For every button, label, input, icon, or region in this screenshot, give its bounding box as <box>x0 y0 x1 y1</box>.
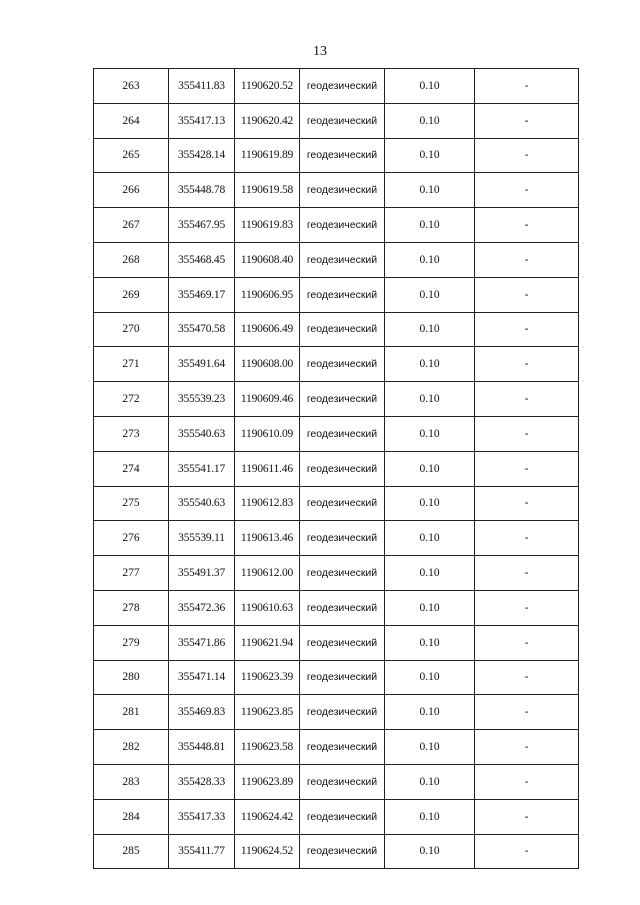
table-row <box>94 695 579 730</box>
method-cell: геодезический <box>300 208 385 243</box>
note-cell: - <box>475 486 579 521</box>
method-cell: геодезический <box>300 486 385 521</box>
x-coordinate-cell: 355417.13 <box>169 103 235 138</box>
x-coordinate-cell: 355541.17 <box>169 451 235 486</box>
x-coordinate-cell: 355428.33 <box>169 764 235 799</box>
y-coordinate-cell: 1190613.46 <box>235 521 300 556</box>
point-number-cell: 265 <box>94 138 169 173</box>
y-coordinate-cell: 1190620.52 <box>235 69 300 104</box>
method-cell: геодезический <box>300 590 385 625</box>
x-coordinate-cell: 355448.81 <box>169 730 235 765</box>
note-cell: - <box>475 695 579 730</box>
y-coordinate-cell: 1190609.46 <box>235 382 300 417</box>
point-number-cell: 269 <box>94 277 169 312</box>
accuracy-cell: 0.10 <box>385 625 475 660</box>
accuracy-cell: 0.10 <box>385 764 475 799</box>
y-coordinate-cell: 1190611.46 <box>235 451 300 486</box>
point-number-cell: 280 <box>94 660 169 695</box>
method-cell: геодезический <box>300 695 385 730</box>
note-cell: - <box>475 382 579 417</box>
table-row <box>94 312 579 347</box>
method-cell: геодезический <box>300 521 385 556</box>
note-cell: - <box>475 138 579 173</box>
method-cell: геодезический <box>300 138 385 173</box>
note-cell: - <box>475 103 579 138</box>
accuracy-cell: 0.10 <box>385 799 475 834</box>
y-coordinate-cell: 1190619.58 <box>235 173 300 208</box>
y-coordinate-cell: 1190608.40 <box>235 242 300 277</box>
table-row <box>94 556 579 591</box>
accuracy-cell: 0.10 <box>385 312 475 347</box>
point-number-cell: 267 <box>94 208 169 243</box>
method-cell: геодезический <box>300 347 385 382</box>
note-cell: - <box>475 416 579 451</box>
table-row <box>94 625 579 660</box>
table-row <box>94 382 579 417</box>
x-coordinate-cell: 355470.58 <box>169 312 235 347</box>
page-number: 13 <box>313 44 327 59</box>
x-coordinate-cell: 355491.37 <box>169 556 235 591</box>
point-number-cell: 272 <box>94 382 169 417</box>
x-coordinate-cell: 355417.33 <box>169 799 235 834</box>
note-cell: - <box>475 521 579 556</box>
point-number-cell: 279 <box>94 625 169 660</box>
method-cell: геодезический <box>300 451 385 486</box>
note-cell: - <box>475 451 579 486</box>
point-number-cell: 274 <box>94 451 169 486</box>
method-cell: геодезический <box>300 382 385 417</box>
x-coordinate-cell: 355448.78 <box>169 173 235 208</box>
method-cell: геодезический <box>300 69 385 104</box>
x-coordinate-cell: 355428.14 <box>169 138 235 173</box>
x-coordinate-cell: 355471.14 <box>169 660 235 695</box>
accuracy-cell: 0.10 <box>385 451 475 486</box>
note-cell: - <box>475 834 579 869</box>
accuracy-cell: 0.10 <box>385 138 475 173</box>
method-cell: геодезический <box>300 799 385 834</box>
y-coordinate-cell: 1190612.83 <box>235 486 300 521</box>
accuracy-cell: 0.10 <box>385 730 475 765</box>
table-row <box>94 764 579 799</box>
accuracy-cell: 0.10 <box>385 347 475 382</box>
y-coordinate-cell: 1190619.83 <box>235 208 300 243</box>
point-number-cell: 281 <box>94 695 169 730</box>
note-cell: - <box>475 625 579 660</box>
point-number-cell: 278 <box>94 590 169 625</box>
table-row <box>94 834 579 869</box>
x-coordinate-cell: 355411.77 <box>169 834 235 869</box>
y-coordinate-cell: 1190612.00 <box>235 556 300 591</box>
table-row <box>94 138 579 173</box>
accuracy-cell: 0.10 <box>385 103 475 138</box>
point-number-cell: 283 <box>94 764 169 799</box>
table-row <box>94 242 579 277</box>
y-coordinate-cell: 1190608.00 <box>235 347 300 382</box>
accuracy-cell: 0.10 <box>385 242 475 277</box>
point-number-cell: 275 <box>94 486 169 521</box>
method-cell: геодезический <box>300 277 385 312</box>
table-row <box>94 277 579 312</box>
accuracy-cell: 0.10 <box>385 173 475 208</box>
y-coordinate-cell: 1190624.52 <box>235 834 300 869</box>
point-number-cell: 285 <box>94 834 169 869</box>
method-cell: геодезический <box>300 103 385 138</box>
y-coordinate-cell: 1190623.39 <box>235 660 300 695</box>
x-coordinate-cell: 355471.86 <box>169 625 235 660</box>
method-cell: геодезический <box>300 173 385 208</box>
accuracy-cell: 0.10 <box>385 69 475 104</box>
table-row <box>94 103 579 138</box>
table-row <box>94 416 579 451</box>
accuracy-cell: 0.10 <box>385 521 475 556</box>
note-cell: - <box>475 660 579 695</box>
point-number-cell: 268 <box>94 242 169 277</box>
x-coordinate-cell: 355539.11 <box>169 521 235 556</box>
point-number-cell: 276 <box>94 521 169 556</box>
note-cell: - <box>475 173 579 208</box>
note-cell: - <box>475 556 579 591</box>
y-coordinate-cell: 1190619.89 <box>235 138 300 173</box>
y-coordinate-cell: 1190620.42 <box>235 103 300 138</box>
accuracy-cell: 0.10 <box>385 486 475 521</box>
method-cell: геодезический <box>300 834 385 869</box>
y-coordinate-cell: 1190623.58 <box>235 730 300 765</box>
method-cell: геодезический <box>300 625 385 660</box>
x-coordinate-cell: 355539.23 <box>169 382 235 417</box>
table-row <box>94 590 579 625</box>
table-row <box>94 486 579 521</box>
y-coordinate-cell: 1190623.89 <box>235 764 300 799</box>
point-number-cell: 270 <box>94 312 169 347</box>
note-cell: - <box>475 764 579 799</box>
y-coordinate-cell: 1190610.63 <box>235 590 300 625</box>
note-cell: - <box>475 799 579 834</box>
y-coordinate-cell: 1190623.85 <box>235 695 300 730</box>
table-row <box>94 660 579 695</box>
method-cell: геодезический <box>300 312 385 347</box>
x-coordinate-cell: 355472.36 <box>169 590 235 625</box>
accuracy-cell: 0.10 <box>385 208 475 243</box>
table-body <box>94 69 579 869</box>
x-coordinate-cell: 355469.17 <box>169 277 235 312</box>
method-cell: геодезический <box>300 764 385 799</box>
y-coordinate-cell: 1190621.94 <box>235 625 300 660</box>
x-coordinate-cell: 355467.95 <box>169 208 235 243</box>
accuracy-cell: 0.10 <box>385 695 475 730</box>
x-coordinate-cell: 355491.64 <box>169 347 235 382</box>
y-coordinate-cell: 1190606.95 <box>235 277 300 312</box>
coordinates-table <box>93 68 579 869</box>
method-cell: геодезический <box>300 730 385 765</box>
method-cell: геодезический <box>300 556 385 591</box>
x-coordinate-cell: 355468.45 <box>169 242 235 277</box>
note-cell: - <box>475 347 579 382</box>
table-row <box>94 451 579 486</box>
accuracy-cell: 0.10 <box>385 382 475 417</box>
note-cell: - <box>475 590 579 625</box>
x-coordinate-cell: 355411.83 <box>169 69 235 104</box>
y-coordinate-cell: 1190606.49 <box>235 312 300 347</box>
method-cell: геодезический <box>300 416 385 451</box>
accuracy-cell: 0.10 <box>385 660 475 695</box>
x-coordinate-cell: 355540.63 <box>169 416 235 451</box>
accuracy-cell: 0.10 <box>385 590 475 625</box>
method-cell: геодезический <box>300 242 385 277</box>
method-cell: геодезический <box>300 660 385 695</box>
accuracy-cell: 0.10 <box>385 416 475 451</box>
note-cell: - <box>475 242 579 277</box>
note-cell: - <box>475 69 579 104</box>
point-number-cell: 266 <box>94 173 169 208</box>
table-row <box>94 347 579 382</box>
point-number-cell: 284 <box>94 799 169 834</box>
point-number-cell: 264 <box>94 103 169 138</box>
y-coordinate-cell: 1190624.42 <box>235 799 300 834</box>
table-row <box>94 521 579 556</box>
table-row <box>94 730 579 765</box>
accuracy-cell: 0.10 <box>385 277 475 312</box>
accuracy-cell: 0.10 <box>385 556 475 591</box>
accuracy-cell: 0.10 <box>385 834 475 869</box>
y-coordinate-cell: 1190610.09 <box>235 416 300 451</box>
point-number-cell: 277 <box>94 556 169 591</box>
note-cell: - <box>475 208 579 243</box>
table-row <box>94 208 579 243</box>
point-number-cell: 282 <box>94 730 169 765</box>
x-coordinate-cell: 355469.83 <box>169 695 235 730</box>
point-number-cell: 273 <box>94 416 169 451</box>
note-cell: - <box>475 730 579 765</box>
table-row <box>94 799 579 834</box>
note-cell: - <box>475 277 579 312</box>
table-row <box>94 69 579 104</box>
point-number-cell: 271 <box>94 347 169 382</box>
note-cell: - <box>475 312 579 347</box>
point-number-cell: 263 <box>94 69 169 104</box>
table-row <box>94 173 579 208</box>
x-coordinate-cell: 355540.63 <box>169 486 235 521</box>
